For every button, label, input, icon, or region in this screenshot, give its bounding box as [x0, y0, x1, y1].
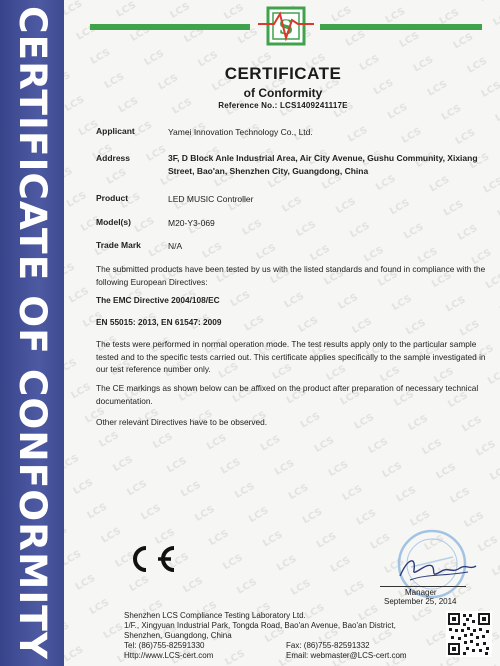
reference-number [66, 101, 500, 110]
product-value: LED MUSIC Controller [168, 194, 254, 204]
model-value: M20-Y3-069 [168, 218, 215, 228]
signatory-title: Manager [405, 588, 437, 597]
lab-tel: Tel: (86)755-82591330 [124, 641, 205, 650]
lab-name: Shenzhen LCS Compliance Testing Laboratory Ltd. [124, 611, 306, 620]
directive-name: The EMC Directive 2004/108/EC [96, 295, 220, 305]
address-label: Address [96, 153, 131, 163]
address-value: 3F, D Block Anle Industrial Area, Air City Avenue, Gushu Community, Xixiang Street, Bao'an, Shenzhen City, Guangdong, China [168, 153, 478, 176]
certificate-subtitle: of Conformity [243, 86, 323, 100]
signature-icon [396, 548, 480, 584]
side-banner [0, 0, 64, 666]
product-label: Product [96, 193, 129, 203]
svg-text:S: S [278, 15, 294, 39]
lcs-logo-icon [254, 4, 318, 48]
reference-label: Reference No.: [218, 101, 278, 110]
lab-address-line2: Shenzhen, Guangdong, China [124, 631, 232, 640]
lab-fax: Fax: (86)755-82591332 [286, 641, 370, 650]
qr-code-icon[interactable] [446, 611, 492, 657]
side-banner-text: CERTIFICATE OF CONFORMITY [10, 5, 55, 661]
signature-line [380, 586, 466, 587]
applicant-label: Applicant [96, 126, 135, 136]
reference-value: LCS1409241117E [279, 101, 348, 110]
logo-line-right [320, 24, 482, 30]
applicant-value: Yamei Innovation Technology Co., Ltd. [168, 127, 313, 137]
lab-address-line1: 1/F., Xingyuan Industrial Park, Tongda Road, Bao'an Avenue, Bao'an District, [124, 621, 396, 630]
trademark-label: Trade Mark [96, 240, 141, 250]
issue-date: September 25, 2014 [384, 597, 457, 606]
standards-list: EN 55015: 2013, EN 61547: 2009 [96, 317, 222, 327]
model-label: Model(s) [96, 217, 131, 227]
lab-email[interactable]: Email: webmaster@LCS-cert.com [286, 651, 407, 660]
compliance-statement: The submitted products have been tested by us with the listed standards and found in compliance with the following European Directives: [96, 264, 486, 287]
ce-marking-note: The CE markings as shown below can be affixed on the product after preparation of necessary technical documentation. [96, 383, 479, 406]
lab-website[interactable]: Http://www.LCS-cert.com [124, 651, 214, 660]
ce-mark-icon [122, 544, 178, 574]
logo-line-left [90, 24, 250, 30]
certificate-title: CERTIFICATE [224, 64, 342, 83]
other-directives-note: Other relevant Directives have to be observed. [96, 417, 268, 427]
test-conditions: The tests were performed in normal operation mode. The test results apply only to the particular sample tested and to the specific tests carried out. This certificate applies specifically to the sample investigated in our test reference number only. [96, 339, 486, 374]
trademark-value: N/A [168, 241, 183, 251]
